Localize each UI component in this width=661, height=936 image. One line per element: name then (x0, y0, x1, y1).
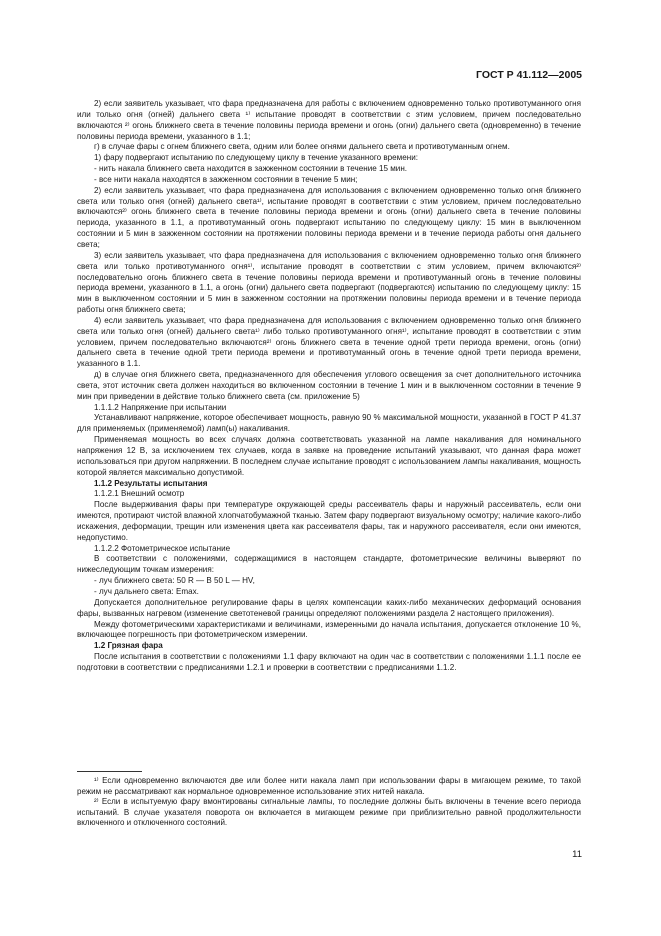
section-heading: 1.1.2.2 Фотометрическое испытание (94, 543, 231, 553)
paragraph: г) в случае фары с огнем ближнего света, одним или более огнями дальнего света и противотуманным огнем. (94, 142, 510, 152)
paragraph: 3) если заявитель указывает, что фара предназначена для использования с включением одновременно только огня ближнего света или только противотуманного огня¹⁾, испытание проводят в соответствии с этим условием, причем включаются²⁾ последовательно огонь ближнего света в течение половины периода времени и противотуманный огонь в течение половины периода времени, указанного в 1.1, а огонь (огни) дальнего света подвергают (подвергаются) испытанию по следующему циклу: 15 мин в выключенном состоянии и 5 мин в зажженном состоянии на протяжении половины периода времени и в течение периода работы огня ближнего света; (77, 250, 581, 315)
section-heading: 1.1.1.2 Напряжение при испытании (94, 402, 227, 412)
paragraph: Применяемая мощность во всех случаях должна соответствовать указанной на лампе накаливания для номинального напряжения 12 В, за исключением тех случаев, когда в заявке на проведение испытаний указывают, что данная фара может использоваться при другом напряжении. В последнем случае испытание проводят с использованием лампы накаливания, мощность которой является максимально допустимой. (77, 435, 581, 477)
paragraph: Устанавливают напряжение, которое обеспечивает мощность, равную 90 % максимальной мощности, указанной в ГОСТ Р 41.37 для применяемых (применяемой) ламп(ы) накаливания. (77, 413, 581, 434)
paragraph: 2) если заявитель указывает, что фара предназначена для работы с включением одновременно только противотуманного огня или только огня (огней) дальнего света ¹⁾ испытание проводят в соответствии с этим условием, причем последовательно включаются ²⁾ огонь ближнего света в течение половины периода времени и огонь (огни) дальнего света (одновременно) в течение половины периода времени, указанного в 1.1; (77, 99, 581, 141)
footnote: ²⁾ Если в испытуемую фару вмонтированы сигнальные лампы, то последние должны быть включены в течение всего периода испытаний. В случае указателя поворота он включается в мигающем режиме при приблизительно равной продолжительности включенного и отключенного состояний. (77, 797, 581, 828)
list-item: - нить накала ближнего света находится в зажженном состоянии в течение 15 мин. (94, 164, 408, 174)
section-heading: 1.1.2.1 Внешний осмотр (94, 489, 185, 499)
document-header: ГОСТ Р 41.112—2005 (476, 69, 582, 81)
footnote-separator (77, 771, 142, 772)
paragraph: Между фотометрическими характеристиками и величинами, измеренными до начала испытания, допускается отклонение 10 %, включающее погрешность при фотометрическом измерении. (77, 619, 581, 640)
paragraph: 1) фару подвергают испытанию по следующему циклу в течение указанного времени: (94, 153, 418, 163)
section-heading: 1.1.2 Результаты испытания (94, 478, 208, 488)
paragraph: 2) если заявитель указывает, что фара предназначена для использования с включением одновременно только огня ближнего света или только огня (огней) дальнего света¹⁾, испытание проводят в соответствии с этим условием, причем последовательно включаются²⁾ огонь ближнего света в течение половины периода времени и огонь (огни) дальнего света в течение половины периода, указанного в 1.1, а противотуманный огонь подвергают испытанию по следующему циклу: 15 мин в выключенном состоянии и 5 мин в зажженном состоянии на протяжении половины периода времени и в течение периода работы огня дальнего света; (77, 185, 581, 249)
footnotes (77, 776, 581, 829)
paragraph: Допускается дополнительное регулирование фары в целях компенсации каких-либо механических деформаций основания фары, вызванных нагревом (изменение светотеневой границы определяют положениями раздела 2 настоящего приложения). (77, 597, 581, 618)
list-item: - все нити накала находятся в зажженном состоянии в течение 5 мин; (94, 174, 358, 184)
document-body (77, 99, 581, 674)
paragraph: д) в случае огня ближнего света, предназначенного для обеспечения углового освещения за счет дополнительного источника света, этот источник света должен находиться во включенном состоянии в течение 1 мин и в выключенном состоянии в течение 9 мин при приведении в действие только ближнего света (см. приложение 5) (77, 370, 581, 401)
section-heading: 1.2 Грязная фара (94, 641, 163, 651)
paragraph: 4) если заявитель указывает, что фара предназначена для использования с включением одновременно только огня ближнего света или только огня (огней) дальнего света¹⁾ либо только противотуманного огня¹⁾, испытание проводят в соответствии с этим условием, причем последовательно включаются²⁾ огонь ближнего света в течение одной трети периода времени, огонь (огни) дальнего света в течение одной трети периода времени и противотуманный огонь в течение одной трети периода времени, указанного в 1.1. (77, 315, 581, 369)
page-number: 11 (572, 849, 582, 860)
list-item: - луч дальнего света: Emax. (94, 586, 199, 596)
paragraph: После испытания в соответствии с положениями 1.1 фару включают на один час в соответствии с положениями 1.1.1 после ее подготовки в соответствии с предписаниями 1.2.1 и проверки в соответствии с предписаниями 1.1.2. (77, 652, 581, 672)
list-item: - луч ближнего света: 50 R — B 50 L — HV, (94, 576, 255, 586)
paragraph: После выдерживания фары при температуре окружающей среды рассеиватель фары и наружный рассеиватель, если они имеются, протирают чистой влажной хлопчатобумажной тканью. Затем фару подвергают визуальному осмотру; наличие какого-либо искажения, деформации, трещин или изменения цвета как рассеивателя фары, так и наружного рассеивателя, если они имеются, недопустимо. (77, 500, 581, 542)
paragraph: В соответствии с положениями, содержащимися в настоящем стандарте, фотометрические величины выверяют по нижеследующим точкам измерения: (77, 554, 581, 575)
footnote: ¹⁾ Если одновременно включаются две или более нити накала ламп при использовании фары в мигающем режиме, то такой режим не рассматривают как нормальное одновременное использование этих нитей накала. (77, 776, 581, 796)
